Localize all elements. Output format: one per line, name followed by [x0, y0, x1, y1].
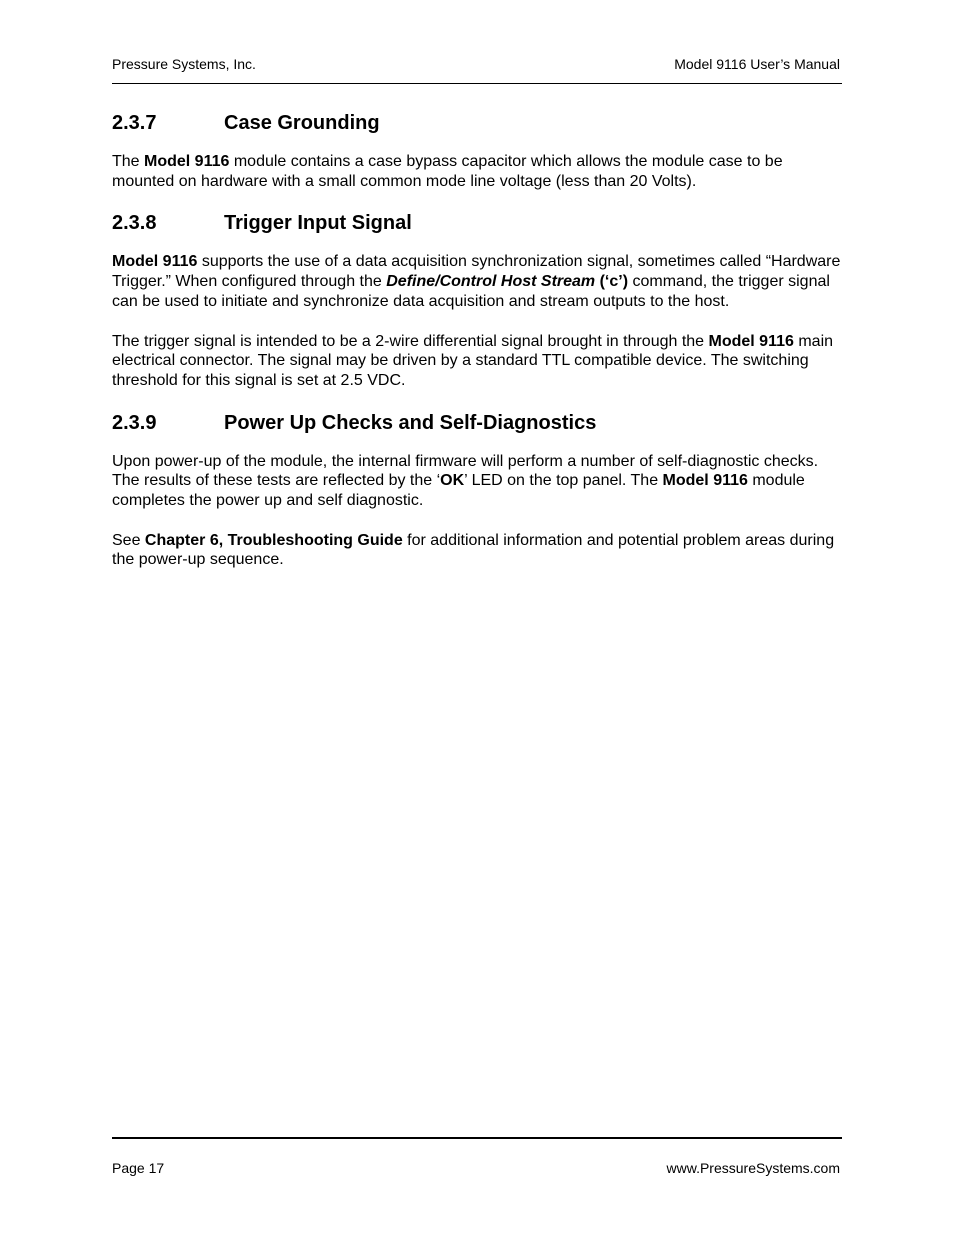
section-power-up-checks: [112, 410, 844, 571]
footer-url: www.PressureSystems.com: [666, 1160, 840, 1176]
footer-divider: [112, 1137, 842, 1139]
text-run: supports the use of a data acquisition synchronization signal, sometimes called “Hardware Trigger.” When configured through the: [112, 253, 841, 291]
bold-italic-run: Define/Control Host Stream: [386, 273, 596, 291]
bold-run: Model 9116: [662, 472, 748, 490]
text-run: main electrical connector. The signal may be driven by a standard TTL compatible device. The switching threshold for this signal is set at 2.5 VDC.: [112, 332, 834, 389]
section-heading: [112, 210, 844, 236]
text-run: See: [112, 531, 145, 549]
page-body: [112, 110, 844, 570]
section-title: Power Up Checks and Self-Diagnostics: [224, 411, 597, 434]
text-run: for additional information and potential problem areas during the power-up sequence.: [112, 531, 835, 569]
section-number: 2.3.9: [112, 411, 157, 434]
page-footer: [112, 1160, 842, 1182]
section-heading: [112, 410, 844, 436]
section-trigger-input-signal: [112, 210, 844, 390]
paragraph: [112, 332, 844, 391]
section-number: 2.3.8: [112, 212, 157, 235]
text-run: module contains a case bypass capacitor which allows the module case to be mounted on hardware with a small common mode line voltage (less than 20 Volts).: [112, 153, 783, 190]
section-title: Trigger Input Signal: [224, 212, 412, 235]
text-run: module completes the power up and self diagnostic.: [112, 472, 805, 510]
bold-run: Chapter 6, Troubleshooting Guide: [144, 531, 403, 549]
bold-run: Model 9116: [144, 153, 230, 170]
bold-run: Model 9116: [708, 332, 794, 350]
text-run: Upon power-up of the module, the internal firmware will perform a number of self-diagnostic checks. The results of these tests are reflected by the ‘: [112, 452, 819, 490]
page-header: [112, 56, 842, 78]
section-number: 2.3.7: [112, 112, 157, 134]
header-divider: [112, 83, 842, 84]
text-run: The trigger signal is intended to be a 2-wire differential signal brought in through the: [112, 332, 709, 350]
header-manual-title: Model 9116 User’s Manual: [674, 56, 840, 72]
bold-run: (‘c’): [595, 273, 629, 291]
section-case-grounding: [112, 110, 844, 191]
header-company: Pressure Systems, Inc.: [112, 56, 256, 72]
paragraph: [112, 152, 844, 191]
text-run: ’ LED on the top panel. The: [464, 472, 663, 490]
page-number: Page 17: [112, 1160, 165, 1176]
section-heading: [112, 110, 844, 136]
section-title: Case Grounding: [224, 112, 380, 134]
paragraph: [112, 452, 844, 511]
text-run: command, the trigger signal can be used to initiate and synchronize data acquisition and stream outputs to the host.: [112, 273, 830, 310]
paragraph: [112, 531, 844, 570]
text-run: The: [112, 153, 145, 170]
bold-run: Model 9116: [112, 253, 198, 271]
paragraph: [112, 252, 844, 311]
bold-run: OK: [440, 472, 465, 490]
